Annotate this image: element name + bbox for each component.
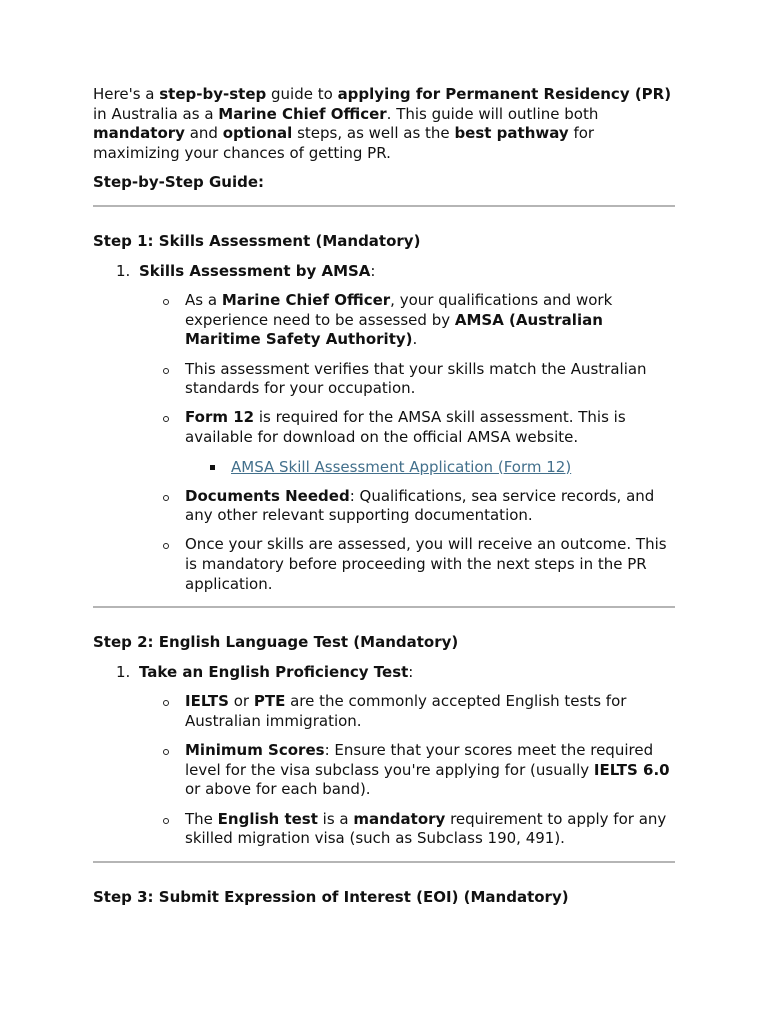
intro-bold: optional [222,124,293,143]
circle-bullet-icon [163,700,169,706]
list-item [93,291,675,350]
step2-list-item [93,663,675,683]
list-item [93,408,675,447]
item-colon: : [408,662,414,681]
circle-bullet-icon [163,299,169,305]
step1-list-item [93,262,675,282]
list-number: 1. [116,662,131,681]
list-number: 1. [116,261,131,280]
item-colon: : [370,261,376,280]
step2-heading: Step 2: English Language Test (Mandatory) [93,633,459,652]
list-item [93,487,675,526]
bullet-text: are the commonly accepted English tests for Australian immigration. [185,692,627,731]
intro-paragraph [93,85,675,163]
circle-bullet-icon [163,749,169,755]
amsa-form12-link[interactable]: AMSA Skill Assessment Application (Form 12) [231,457,572,476]
circle-bullet-icon [163,543,169,549]
bullet-text: : Ensure that your scores meet the required level for the visa subclass you're applying for (usually [185,741,654,779]
list-item [93,810,675,849]
bullet-bold: IELTS [185,692,229,711]
link-list-item [93,458,675,478]
bullet-text: As a [185,291,222,310]
section-divider [93,205,675,207]
intro-bold: best pathway [454,124,569,143]
list-item [93,692,675,731]
intro-bold: Marine Chief Officer [218,104,387,123]
step1-item-label: Skills Assessment by AMSA [139,261,371,280]
intro-text: for maximizing your chances of getting PR. [93,124,595,162]
circle-bullet-icon [163,818,169,824]
step2-item-label: Take an English Proficiency Test [139,662,409,681]
bullet-text: . [412,330,418,349]
list-item [93,535,675,594]
bullet-text: or above for each band). [185,780,371,799]
bullet-text: is required for the AMSA skill assessment. This is available for download on the official AMSA website. [185,408,626,446]
list-item [93,360,675,399]
bullet-bold: PTE [253,692,286,711]
intro-text: and [184,124,223,143]
intro-bold: step-by-step [159,85,267,103]
list-item [93,741,675,800]
intro-text: in Australia as a [93,104,219,123]
step2-sublist [93,692,675,848]
intro-text: steps, as well as the [292,124,455,143]
section-divider [93,606,675,608]
square-bullet-icon [210,465,215,470]
section-divider [93,861,675,863]
bullet-bold: Documents Needed [185,486,350,505]
bullet-text: requirement to apply for any skilled migration visa (such as Subclass 190, 491). [185,809,667,848]
circle-bullet-icon [163,495,169,501]
bullet-text: or [228,692,254,711]
circle-bullet-icon [163,416,169,422]
bullet-bold: IELTS 6.0 [593,760,670,779]
bullet-text: , your qualifications and work experience need to be assessed by [185,291,613,329]
bullet-bold: mandatory [353,809,446,828]
step1-sublist [93,291,675,594]
intro-text: guide to [266,85,338,103]
bullet-text: Once your skills are assessed, you will receive an outcome. This is mandatory before proceeding with the next steps in the PR application. [185,535,667,593]
bullet-bold: Minimum Scores [185,741,325,760]
circle-bullet-icon [163,368,169,374]
step3-heading: Step 3: Submit Expression of Interest (EOI) (Mandatory) [93,887,569,906]
bullet-bold: Form 12 [185,408,255,427]
bullet-text: The [185,809,218,828]
bullet-text: : Qualifications, sea service records, and any other relevant supporting documentation. [185,486,655,525]
bullet-text: This assessment verifies that your skills match the Australian standards for your occupation. [185,359,647,398]
bullet-bold: AMSA (Australian Maritime Safety Authority) [185,310,603,349]
intro-text: Here's a [93,85,160,103]
guide-heading: Step-by-Step Guide: [93,173,264,192]
bullet-bold: English test [217,809,318,828]
intro-bold: mandatory [93,124,185,143]
intro-text: . This guide will outline both [386,104,599,123]
step1-heading: Step 1: Skills Assessment (Mandatory) [93,231,421,250]
intro-bold: applying for Permanent Residency (PR) [337,85,672,103]
bullet-text: is a [317,809,354,828]
bullet-bold: Marine Chief Officer [221,291,391,310]
